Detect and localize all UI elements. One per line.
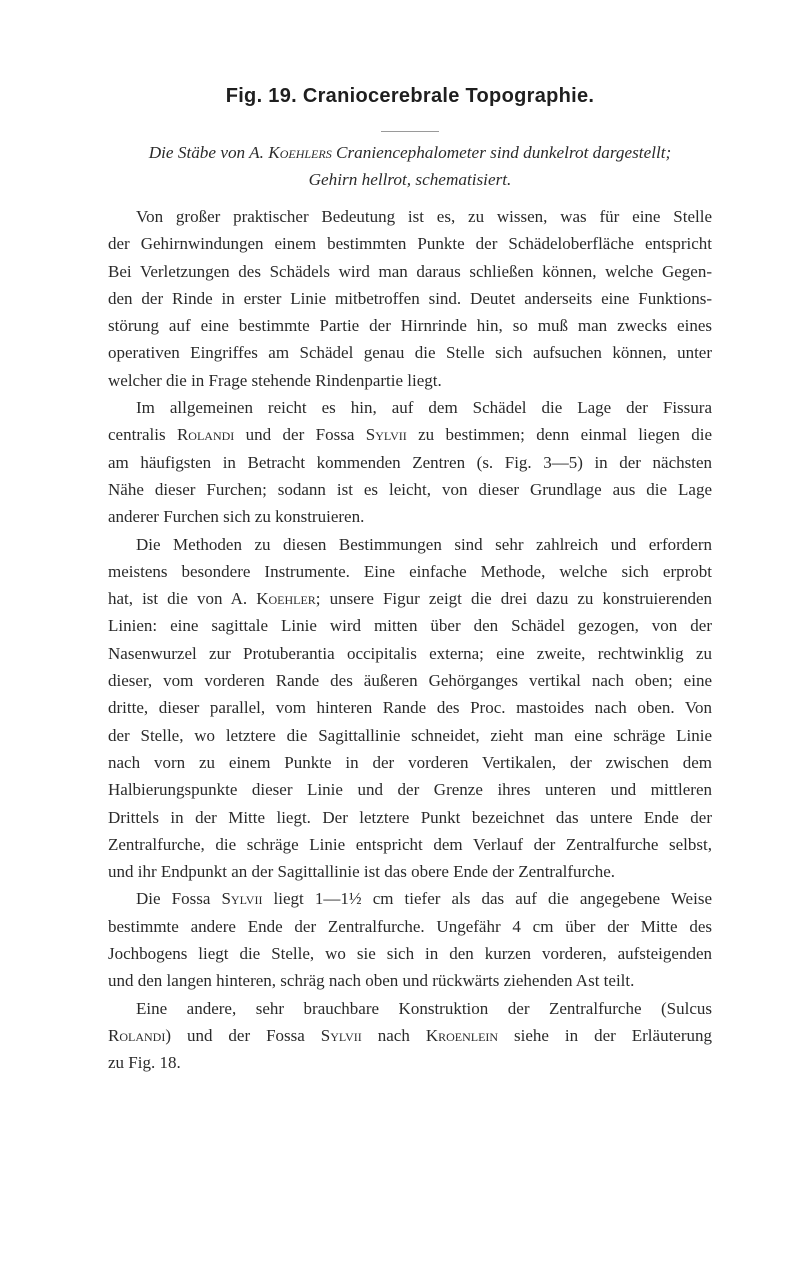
paragraph xyxy=(108,203,712,394)
text-line: Die Methoden zu diesen Bestimmungen sind sehr zahlreich und erfordern xyxy=(136,534,712,554)
text-line: dieser, vom vorderen Rande des äußeren Gehörganges vertikal nach oben; eine xyxy=(108,671,712,691)
text-line: bestimmte andere Ende der Zentralfurche. Ungefähr 4 cm über der Mitte des xyxy=(108,916,712,936)
caption-line-2: Gehirn hellrot, schematisiert. xyxy=(308,170,512,189)
text-line: der Stelle, wo letztere die Sagittallinie schneidet, zieht man eine schräge Linie xyxy=(108,725,712,745)
paragraph xyxy=(108,885,712,994)
title-divider xyxy=(381,131,439,132)
text-line: meistens besondere Instrumente. Eine einfache Methode, welche sich erprobt xyxy=(108,561,712,581)
text-line: Drittels in der Mitte liegt. Der letztere Punkt bezeichnet das untere Ende der xyxy=(108,807,712,827)
text-line: welcher die in Frage stehende Rindenpartie liegt. xyxy=(108,370,442,390)
caption-text: Die Stäbe von A. xyxy=(148,143,269,162)
text-line: hat, ist die von A. Koehler; unsere Figur zeigt die drei dazu zu konstruierenden xyxy=(108,589,712,609)
text-line: am häufigsten in Betracht kommenden Zentren (s. Fig. 3—5) in der nächsten xyxy=(108,452,712,472)
figure-title: Craniocerebrale Topographie. xyxy=(302,85,595,107)
text-line: dritte, dieser parallel, vom hinteren Rande des Proc. mastoides nach oben. Von xyxy=(108,698,712,718)
text-line: nach vorn zu einem Punkte in der vorderen Vertikalen, der zwischen dem xyxy=(108,752,712,772)
text-line: und den langen hinteren, schräg nach oben und rückwärts ziehenden Ast teilt. xyxy=(108,971,635,991)
text-line: Im allgemeinen reicht es hin, auf dem Schädel die Lage der Fissura xyxy=(136,398,712,418)
caption-author: Koehlers xyxy=(268,143,332,162)
text-line: Nasenwurzel zur Protuberantia occipitalis externa; eine zweite, rechtwinklig zu xyxy=(108,643,712,663)
text-line: Nähe dieser Furchen; sodann ist es leicht, von dieser Grundlage aus die Lage xyxy=(108,479,712,499)
author-name: Kroenlein xyxy=(425,1025,499,1045)
document-page xyxy=(108,78,712,1077)
text-line: Eine andere, sehr brauchbare Konstruktion der Zentralfurche (Sulcus xyxy=(136,998,712,1018)
text-line: Bei Verletzungen des Schädels wird man daraus schließen können, welche Gegen- xyxy=(108,261,712,281)
author-name: Rolandi xyxy=(108,1025,166,1045)
text-line: Linien: eine sagittale Linie wird mitten über den Schädel gezogen, von der xyxy=(108,616,712,636)
author-name: Sylvii xyxy=(365,425,407,445)
text-line: störung auf eine bestimmte Partie der Hirnrinde hin, so muß man zwecks eines xyxy=(108,316,712,336)
text-line: operativen Eingriffes am Schädel genau die Stelle sich aufsuchen können, unter xyxy=(108,343,712,363)
figure-caption xyxy=(108,139,712,193)
text-line: centralis Rolandi und der Fossa Sylvii zu bestimmen; denn einmal liegen die xyxy=(108,425,712,445)
text-line: Jochbogens liegt die Stelle, wo sie sich in den kurzen vorderen, aufsteigenden xyxy=(108,944,712,964)
text-line: den der Rinde in erster Linie mitbetroffen sind. Deutet anderseits eine Funktions- xyxy=(108,288,712,308)
text-line: Zentralfurche, die schräge Linie entspricht dem Verlauf der Zentralfurche selbst, xyxy=(108,834,712,854)
author-name: Sylvii xyxy=(320,1025,362,1045)
text-line: Von großer praktischer Bedeutung ist es, zu wissen, was für eine Stelle xyxy=(136,207,712,226)
text-line: Die Fossa Sylvii liegt 1—1½ cm tiefer als das auf die angegebene Weise xyxy=(136,889,712,909)
text-line: Rolandi) und der Fossa Sylvii nach Kroenlein siehe in der Erläuterung xyxy=(108,1025,713,1045)
text-line: und ihr Endpunkt an der Sagittallinie ist das obere Ende der Zentralfurche. xyxy=(108,862,616,882)
text-line: zu Fig. 18. xyxy=(108,1053,181,1073)
page-title xyxy=(108,78,712,114)
caption-text: Craniencephalometer sind dunkelrot dargestellt; xyxy=(331,143,672,162)
author-name: Sylvii xyxy=(221,889,263,909)
figure-number: Fig. 19. xyxy=(225,85,297,107)
text-line: der Gehirnwindungen einem bestimmten Punkte der Schädeloberfläche entspricht xyxy=(108,234,712,254)
author-name: Koehler xyxy=(256,589,316,609)
paragraph xyxy=(108,531,712,886)
paragraph xyxy=(108,394,712,530)
caption-line-1 xyxy=(108,139,712,166)
text-line: anderer Furchen sich zu konstruieren. xyxy=(108,507,365,527)
body-text xyxy=(108,203,712,1077)
paragraph xyxy=(108,995,712,1077)
author-name: Rolandi xyxy=(176,425,235,445)
text-line: Halbierungspunkte dieser Linie und der Grenze ihres unteren und mittleren xyxy=(108,780,712,800)
